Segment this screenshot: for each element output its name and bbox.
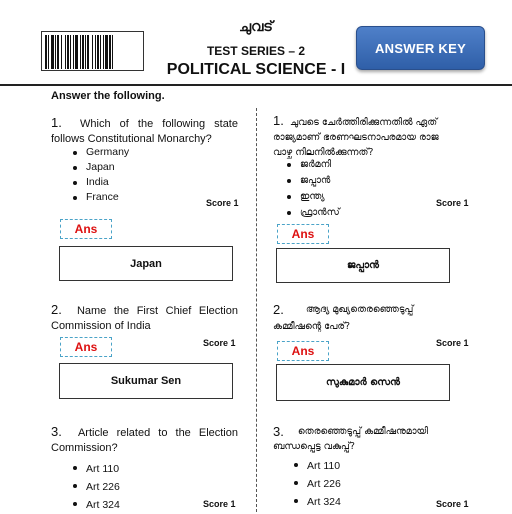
test-series-label: TEST SERIES – 2: [206, 44, 306, 58]
options-list-q1-ml: [284, 157, 340, 221]
question-text: Commission?: [51, 442, 118, 454]
question-3-ml: [273, 424, 468, 454]
option-item: Art 324: [291, 493, 341, 511]
question-text: Name the First Chief Election: [76, 305, 238, 317]
option-item: India: [70, 175, 129, 190]
ans-tag: Ans: [277, 224, 329, 244]
question-number: 3.: [51, 424, 62, 439]
score-label: Score 1: [436, 198, 469, 208]
question-text: Commission of India: [51, 320, 151, 332]
answer-box-q2-ml: സുകുമാർ സെൻ: [276, 364, 450, 401]
option-item: ജപ്പാൻ: [284, 173, 340, 189]
question-text: follows Constitutional Monarchy?: [51, 133, 212, 145]
question-number: 2.: [51, 302, 62, 317]
question-text: ആദ്യ മുഖ്യതെരഞ്ഞെടുപ്പ്: [305, 304, 414, 315]
option-item: France: [70, 190, 129, 205]
option-item: ജർമനി: [284, 157, 340, 173]
score-label: Score 1: [436, 338, 469, 348]
score-label: Score 1: [203, 338, 236, 348]
question-text: ബന്ധപ്പെട്ട വകുപ്പ്?: [273, 441, 355, 452]
subject-title: POLITICAL SCIENCE - I: [166, 61, 346, 78]
option-item: Art 226: [70, 478, 120, 496]
question-text: Which of the following state: [80, 118, 238, 130]
option-item: Japan: [70, 160, 129, 175]
option-item: ഫ്രാൻസ്: [284, 205, 340, 221]
option-item: Art 110: [70, 460, 120, 478]
answer-box-q2-en: Sukumar Sen: [59, 363, 233, 399]
score-label: Score 1: [436, 499, 469, 509]
question-text: കമ്മീഷന്റെ പേര്?: [273, 321, 351, 332]
ans-tag: Ans: [60, 337, 112, 357]
question-number: 3.: [273, 424, 284, 439]
header-divider: [0, 84, 512, 86]
question-number: 1.: [273, 113, 284, 128]
option-item: Art 110: [291, 457, 341, 475]
option-item: Art 226: [291, 475, 341, 493]
question-number: 1.: [51, 115, 62, 130]
column-divider: [256, 108, 257, 512]
question-number: 2.: [273, 302, 284, 317]
question-text: ചുവടെ ചേർത്തിരിക്കുന്നതിൽ ഏത്: [289, 117, 438, 128]
title-malayalam: ചുവട്: [239, 19, 273, 35]
option-item: ഇന്ത്യ: [284, 189, 340, 205]
score-label: Score 1: [206, 198, 239, 208]
score-label: Score 1: [203, 499, 236, 509]
instruction-text: Answer the following.: [51, 90, 165, 102]
question-3-en: [51, 424, 238, 456]
question-1-en: [51, 115, 238, 147]
question-1-ml: [273, 113, 468, 160]
options-list-q1-en: [70, 145, 129, 205]
option-item: Germany: [70, 145, 129, 160]
ans-tag: Ans: [60, 219, 112, 239]
question-text: Article related to the Election: [77, 427, 238, 439]
answer-key-button[interactable]: ANSWER KEY: [356, 26, 485, 70]
answer-box-q1-ml: ജപ്പാൻ: [276, 248, 450, 283]
question-text: വാഴ്ച നിലനിൽക്കുന്നത്?: [273, 147, 374, 158]
question-text: തെരഞ്ഞെടുപ്പ് കമ്മീഷനുമായി: [297, 426, 428, 437]
options-list-q3-en: [70, 460, 120, 514]
options-list-q3-ml: [291, 457, 341, 511]
option-item: Art 324: [70, 496, 120, 514]
ans-tag: Ans: [277, 341, 329, 361]
question-2-en: [51, 302, 238, 334]
question-2-ml: [273, 302, 468, 334]
question-text: രാജ്യമാണ് ഭരണഘടനാപരമായ രാജ: [273, 132, 439, 143]
answer-box-q1-en: Japan: [59, 246, 233, 281]
